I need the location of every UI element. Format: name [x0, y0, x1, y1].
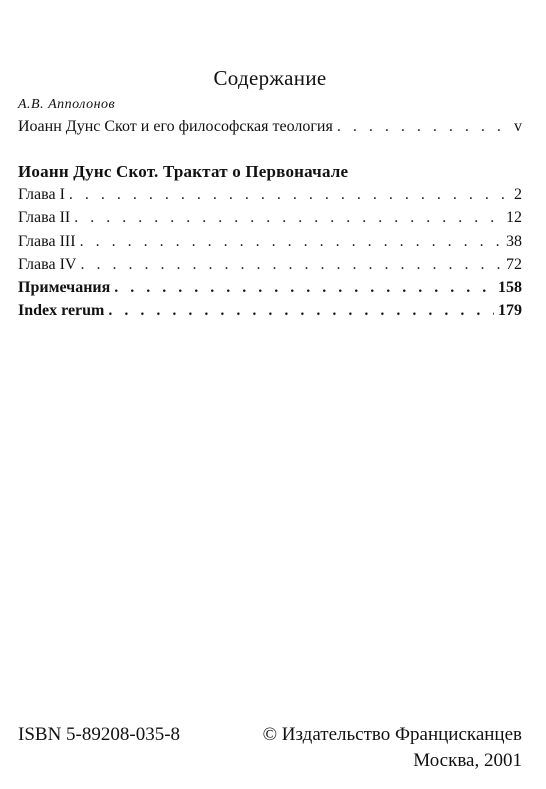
dot-leader [108, 302, 494, 320]
toc-entry-chapter-3[interactable] [18, 233, 522, 255]
dot-leader [80, 256, 502, 274]
contents-page [18, 0, 522, 789]
publisher-copyright: © Издательство Францисканцев [262, 724, 522, 745]
toc-entry-label: Глава I [18, 186, 65, 203]
toc-entry-page: 2 [514, 186, 522, 203]
toc-entry-label: Глава III [18, 233, 76, 250]
toc-entry-page: 38 [506, 233, 522, 250]
toc-entry-label: Иоанн Дунс Скот и его философская теология [18, 118, 333, 135]
dot-leader [337, 118, 510, 136]
dot-leader [80, 233, 502, 251]
toc-entry-intro[interactable] [18, 118, 522, 140]
toc-entry-label: Глава II [18, 209, 71, 226]
toc-entry-chapter-1[interactable] [18, 186, 522, 208]
toc-entry-page: v [514, 118, 522, 135]
toc-entry-page: 12 [506, 209, 522, 226]
toc-entry-label: Index rerum [18, 302, 105, 319]
toc-entry-chapter-2[interactable] [18, 209, 522, 231]
dot-leader [114, 279, 494, 297]
city-year: Москва, 2001 [413, 750, 522, 771]
dot-leader [74, 209, 502, 227]
toc-entry-page: 179 [498, 302, 522, 319]
toc-entry-page: 158 [498, 279, 522, 296]
intro-author: А.В. Апполонов [18, 97, 116, 112]
page-title: Содержание [213, 66, 327, 90]
toc-entry-chapter-4[interactable] [18, 256, 522, 278]
toc-entry-label: Примечания [18, 279, 111, 296]
toc-entry-notes[interactable] [18, 279, 522, 301]
toc-entry-page: 72 [506, 256, 522, 273]
section-heading: Иоанн Дунс Скот. Трактат о Первоначале [18, 162, 349, 181]
toc-entry-label: Глава IV [18, 256, 77, 273]
toc-entry-index[interactable] [18, 302, 522, 324]
dot-leader [69, 186, 510, 204]
isbn: ISBN 5-89208-035-8 [18, 724, 181, 745]
